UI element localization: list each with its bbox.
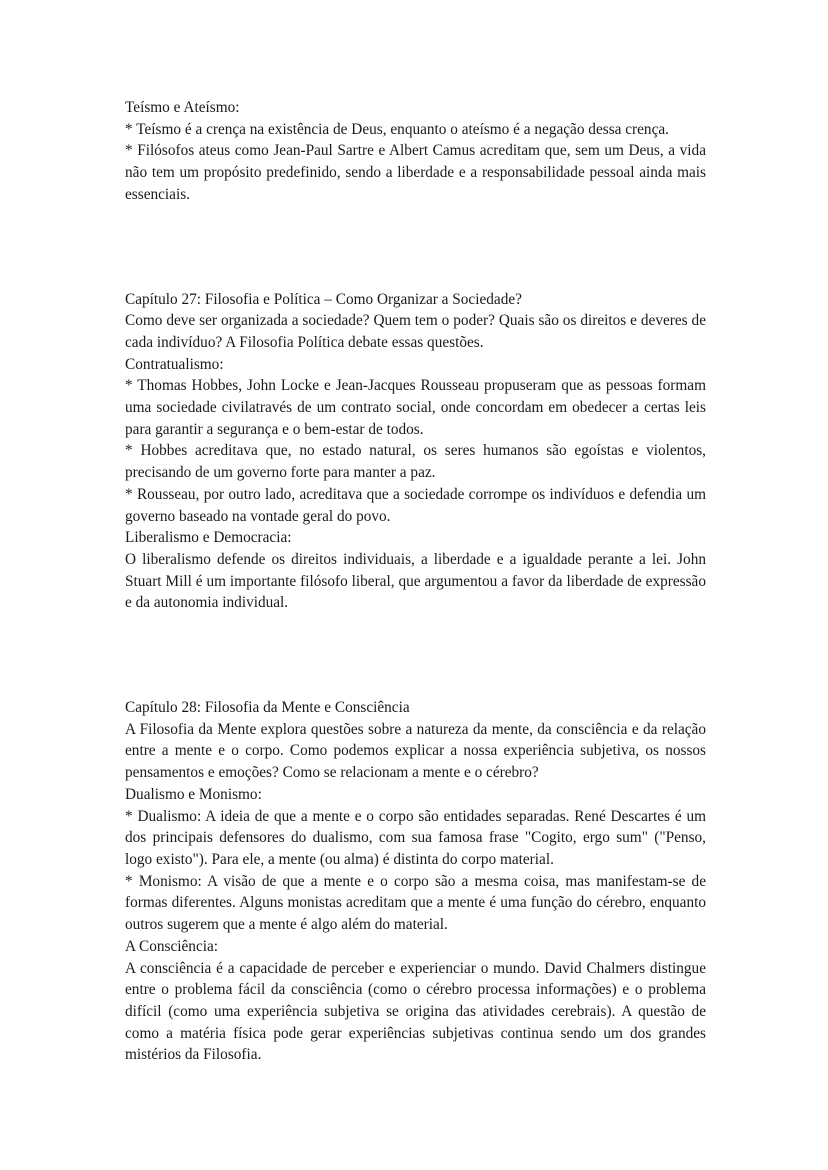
bullet-paragraph: * Monismo: A visão de que a mente e o corpo são a mesma coisa, mas manifestam-se de formas diferentes. Alguns monistas acreditam que a mente é uma função do cérebro, enquanto outros sugerem que a mente é algo além do material. (125, 872, 706, 934)
bullet-paragraph: * Dualismo: A ideia de que a mente e o corpo são entidades separadas. René Descartes é um dos principais defensores do dualismo, com sua famosa frase "Cogito, ergo sum" ("Penso, logo existo"). Para ele, a mente (ou alma) é distinta do corpo material. (125, 807, 706, 868)
section-heading: Contratualismo: (125, 355, 224, 373)
body-paragraph: Como deve ser organizada a sociedade? Quem tem o poder? Quais são os direitos e deveres de cada indivíduo? A Filosofia Política debate essas questões. (125, 312, 706, 351)
bullet-paragraph: * Filósofos ateus como Jean-Paul Sartre e Albert Camus acreditam que, sem um Deus, a vida não tem um propósito predefinido, sendo a liberdade e a responsabilidade pessoal ainda mais essenciais. (125, 142, 706, 203)
body-paragraph: A consciência é a capacidade de perceber e experienciar o mundo. David Chalmers distingue entre o problema fácil da consciência (como o cérebro processa informações) e o problema difícil (como uma experiência subjetiva se origina das atividades cerebrais). A questão de como a matéria física pode gerar experiências subjetivas continua sendo um dos grandes mistérios da Filosofia. (125, 959, 706, 1064)
bullet-paragraph: * Hobbes acreditava que, no estado natural, os seres humanos são egoístas e violentos, precisando de um governo forte para manter a paz. (125, 442, 706, 482)
section-capitulo-27 (125, 289, 706, 615)
section-heading: A Consciência: (125, 937, 219, 955)
section-heading: Teísmo e Ateísmo: (125, 99, 240, 116)
body-paragraph: O liberalismo defende os direitos individuais, a liberdade e a igualdade perante a lei. John Stuart Mill é um importante filósofo liberal, que argumentou a favor da liberdade de expressão e da autonomia individual. (125, 550, 706, 612)
bullet-paragraph: * Rousseau, por outro lado, acreditava que a sociedade corrompe os indivíduos e defendia um governo baseado na vontade geral do povo. (125, 485, 706, 525)
chapter-title: Capítulo 28: Filosofia da Mente e Consciência (125, 699, 410, 717)
section-capitulo-28 (125, 697, 706, 1066)
section-heading: Liberalismo e Democracia: (125, 529, 292, 547)
body-paragraph: A Filosofia da Mente explora questões sobre a natureza da mente, da consciência e da relação entre a mente e o corpo. Como podemos explicar a nossa experiência subjetiva, os nossos pensamentos e emoções? Como se relacionam a mente e o cérebro? (125, 720, 706, 782)
bullet-paragraph: * Thomas Hobbes, John Locke e Jean-Jacques Rousseau propuseram que as pessoas formam uma sociedade civilatravés de um contrato social, onde concordam em obedecer a certas leis para garantir a segurança e o bem-estar de todos. (125, 377, 706, 438)
chapter-title: Capítulo 27: Filosofia e Política – Como Organizar a Sociedade? (125, 290, 522, 308)
bullet-paragraph: * Teísmo é a crença na existência de Deus, enquanto o ateísmo é a negação dessa crença. (125, 120, 669, 138)
section-teismo-ateismo (125, 97, 706, 206)
section-heading: Dualismo e Monismo: (125, 785, 262, 803)
